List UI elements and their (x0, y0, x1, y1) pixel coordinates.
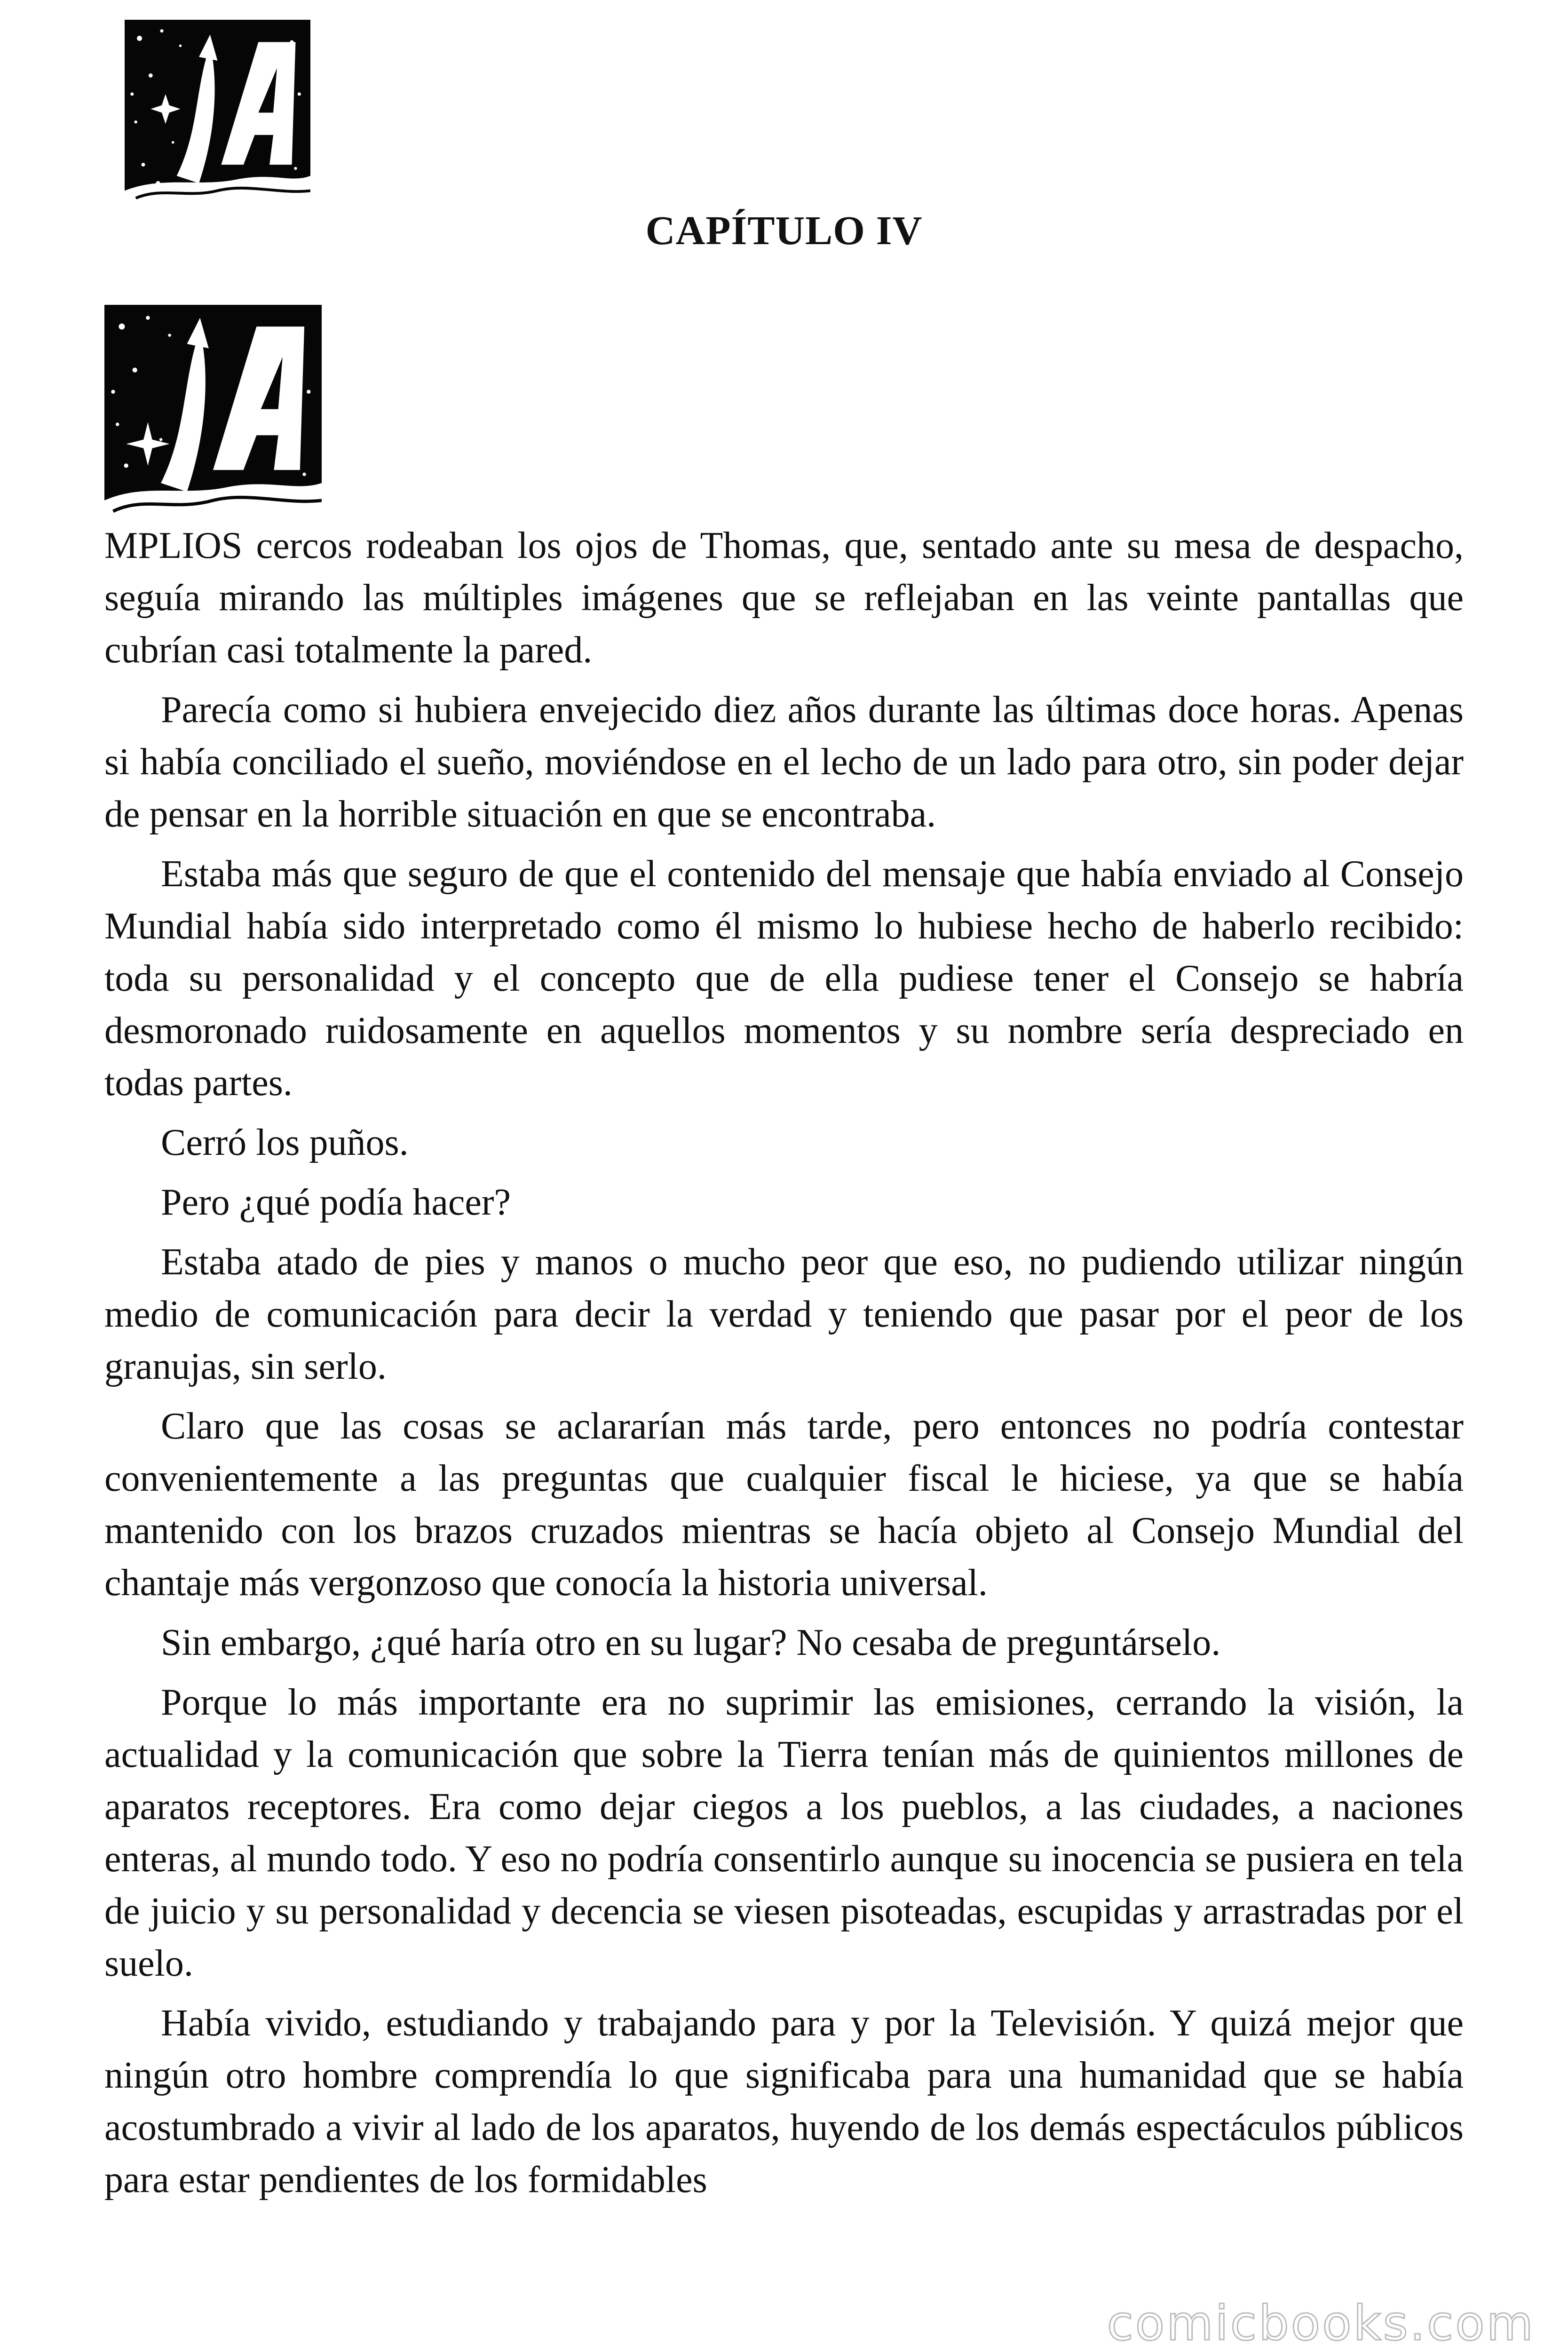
watermark: comicbooks.com (1107, 2296, 1535, 2352)
paragraph: Pero ¿qué podía hacer? (161, 1182, 511, 1223)
rocket-logo-icon (125, 20, 310, 206)
paragraph: Cerró los puños. (161, 1122, 409, 1163)
paragraph: MPLIOS cercos rodeaban los ojos de Thomas, que, sentado ante su mesa de despacho, seguía mirando las múltiples imágenes que se reflejaban en las veinte pantallas que cubrían casi totalmente la pared. (104, 525, 1464, 671)
paragraph: Porque lo más importante era no suprimir las emisiones, cerrando la visión, la actualidad y la comunicación que sobre la Tierra tenían más de quinientos millones de aparatos receptores. Era como dejar ciegos a los pueblos, a las ciudades, a naciones enteras, al mundo todo. Y eso no podría consentirlo aunque su inocencia se pusiera en tela de juicio y su personalidad y decencia se viesen pisoteadas, escupidas y arrastradas por el suelo. (104, 1682, 1464, 1984)
rocket-dropcap-icon (104, 305, 322, 522)
paragraph: Claro que las cosas se aclararían más tarde, pero entonces no podría contestar convenientemente a las preguntas que cualquier fiscal le hiciese, ya que se había mantenido con los brazos cruzados mientras se hacía objeto al Consejo Mundial del chantaje más vergonzoso que conocía la historia universal. (104, 1406, 1464, 1604)
paragraph: Estaba atado de pies y manos o mucho peor que eso, no pudiendo utilizar ningún medio de comunicación para decir la verdad y teniendo que pasar por el peor de los granujas, sin serlo. (104, 1241, 1464, 1387)
paragraph: Sin embargo, ¿qué haría otro en su lugar? No cesaba de preguntárselo. (161, 1622, 1221, 1663)
chapter-body (104, 520, 1464, 2214)
paragraph: Estaba más que seguro de que el contenido del mensaje que había enviado al Consejo Mundial había sido interpretado como él mismo lo hubiese hecho de haberlo recibido: toda su personalidad y el concepto que de ella pudiese tener el Consejo se habría desmoronado ruidosamente en aquellos momentos y su nombre sería despreciado en todas partes. (104, 853, 1464, 1104)
chapter-title: CAPÍTULO IV (645, 207, 923, 253)
paragraph: Había vivido, estudiando y trabajando para y por la Televisión. Y quizá mejor que ningún otro hombre comprendía lo que significaba para una humanidad que se había acostumbrado a vivir al lado de los aparatos, huyendo de los demás espectáculos públicos para estar pendientes de los formidables (104, 2002, 1464, 2201)
paragraph: Parecía como si hubiera envejecido diez años durante las últimas doce horas. Apenas si había conciliado el sueño, moviéndose en el lecho de un lado para otro, sin poder dejar de pensar en la horrible situación en que se encontraba. (104, 689, 1464, 835)
